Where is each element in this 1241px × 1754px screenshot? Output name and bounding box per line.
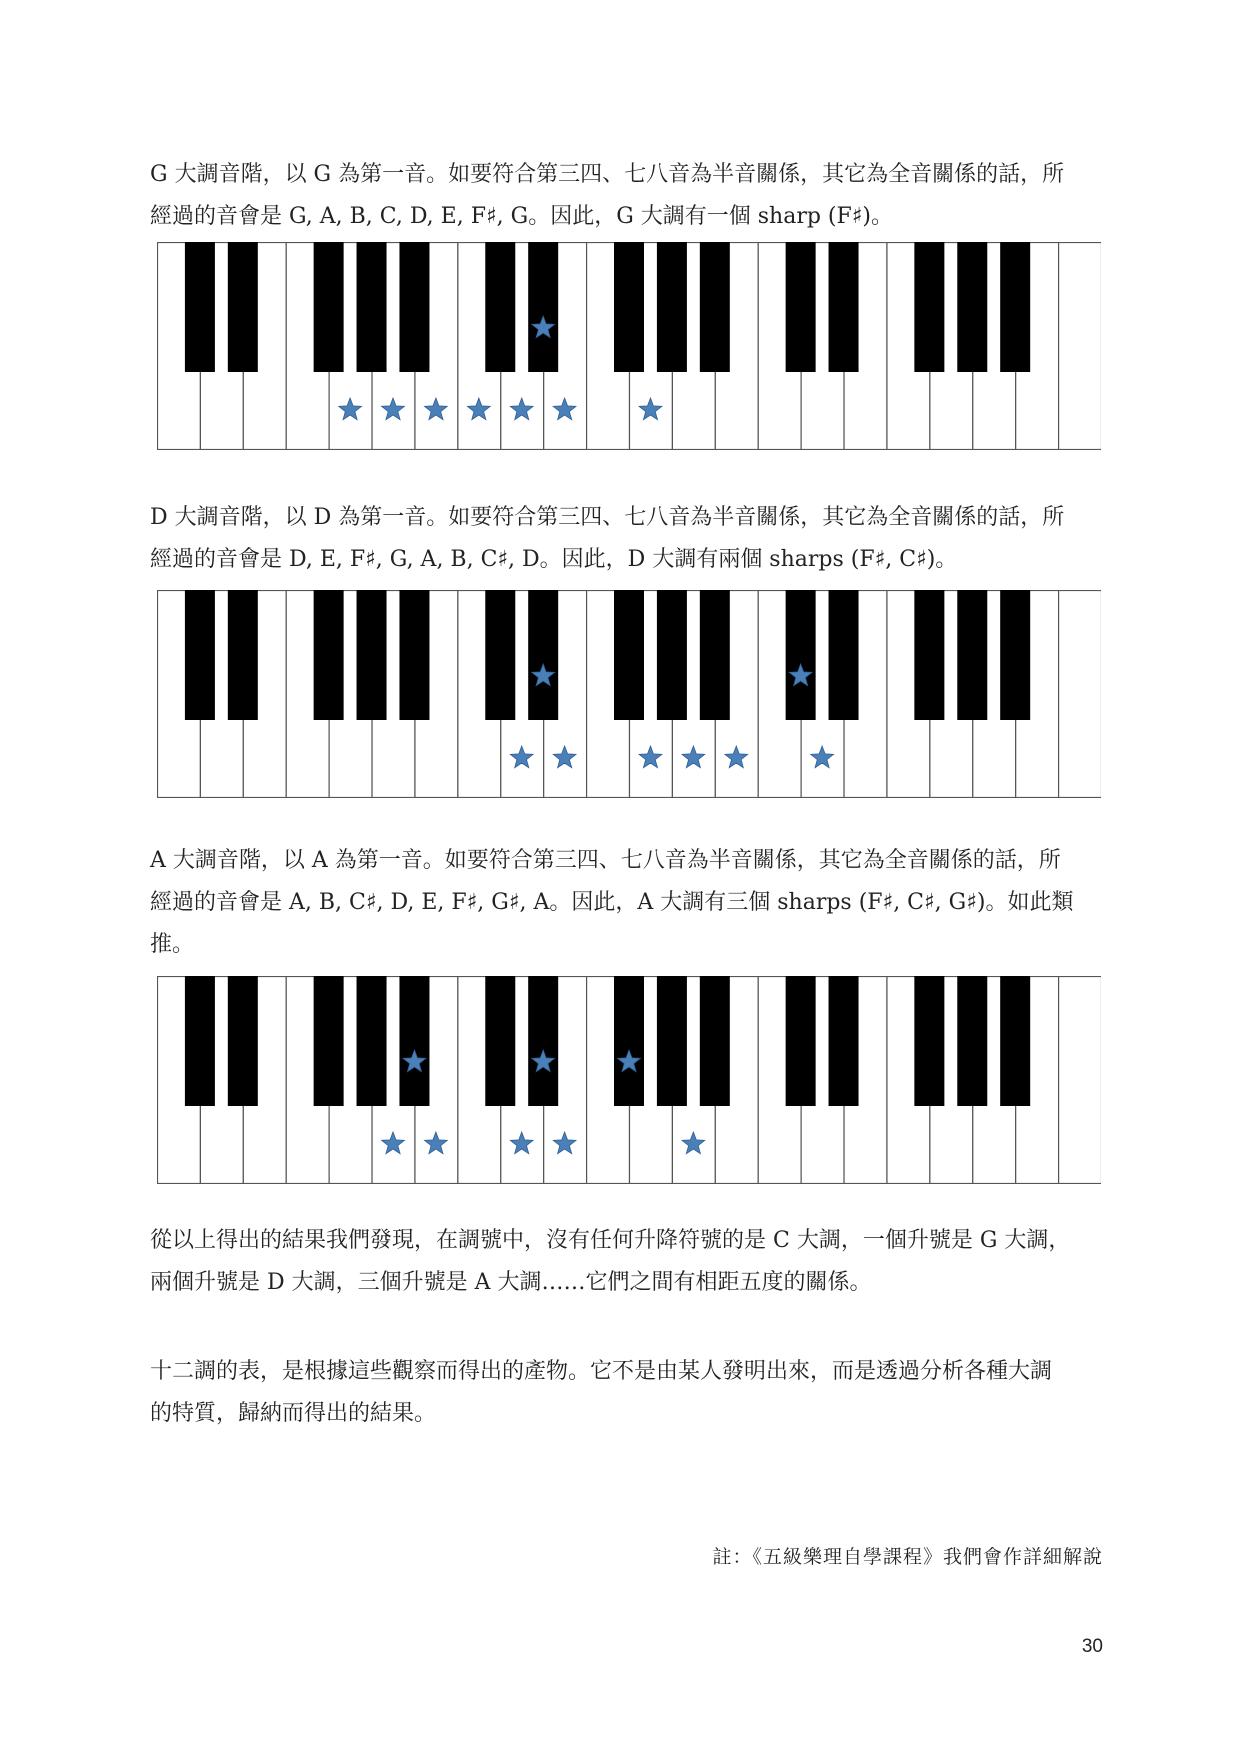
black-key <box>700 976 730 1106</box>
conclusion-line-2: 兩個升號是 D 大調，三個升號是 A 大調……它們之間有相距五度的關係。 <box>150 1270 872 1295</box>
black-key <box>957 590 987 720</box>
black-key <box>1000 242 1030 372</box>
black-key <box>485 242 515 372</box>
d-major-paragraph <box>150 497 1102 581</box>
piano-keyboard-a-major <box>157 976 1101 1184</box>
black-key <box>228 976 258 1106</box>
black-key <box>185 242 215 372</box>
conclusion-paragraph <box>150 1220 1102 1304</box>
d-major-line-1: D 大調音階，以 D 為第一音。如要符合第三四、七八音為半音關係，其它為全音關係的話，所 <box>150 505 1065 530</box>
a-major-line-3: 推。 <box>150 932 195 957</box>
black-key <box>614 242 644 372</box>
black-key <box>314 242 344 372</box>
black-key <box>829 590 859 720</box>
conclusion-line-1: 從以上得出的結果我們發現，在調號中，沒有任何升降符號的是 C 大調，一個升號是 G 大調， <box>150 1228 1071 1253</box>
black-key <box>914 976 944 1106</box>
piano-keyboard-g-major <box>157 242 1101 450</box>
black-key <box>914 590 944 720</box>
g-major-line-2: 經過的音會是 G, A, B, C, D, E, F♯, G。因此，G 大調有一個 sharp (F♯)。 <box>150 204 893 229</box>
summary-line-1: 十二調的表，是根據這些觀察而得出的產物。它不是由某人發明出來，而是透過分析各種大調 <box>150 1359 1053 1384</box>
black-key <box>786 242 816 372</box>
black-key <box>786 976 816 1106</box>
black-key <box>399 242 429 372</box>
black-key <box>1000 590 1030 720</box>
black-key <box>528 976 558 1106</box>
summary-paragraph <box>150 1351 1102 1435</box>
black-key <box>228 242 258 372</box>
black-key <box>614 590 644 720</box>
d-major-line-2: 經過的音會是 D, E, F♯, G, A, B, C♯, D。因此，D 大調有兩個 sharps (F♯, C♯)。 <box>150 547 958 572</box>
black-key <box>614 976 644 1106</box>
black-key <box>357 242 387 372</box>
black-key <box>700 242 730 372</box>
piano-keyboard-d-major <box>157 590 1101 798</box>
black-key <box>1000 976 1030 1106</box>
black-key <box>357 976 387 1106</box>
black-key <box>829 976 859 1106</box>
black-key <box>357 590 387 720</box>
footnote: 註：《五級樂理自學課程》我們會作詳細解說 <box>712 1546 1103 1568</box>
black-key <box>485 590 515 720</box>
black-key <box>914 242 944 372</box>
black-key <box>314 976 344 1106</box>
black-key <box>957 976 987 1106</box>
black-key <box>957 242 987 372</box>
white-key <box>1059 591 1101 798</box>
a-major-line-1: A 大調音階，以 A 為第一音。如要符合第三四、七八音為半音關係，其它為全音關係的話，所 <box>150 848 1061 873</box>
a-major-paragraph <box>150 840 1102 966</box>
black-key <box>657 242 687 372</box>
g-major-line-1: G 大調音階，以 G 為第一音。如要符合第三四、七八音為半音關係，其它為全音關係的話，所 <box>150 162 1065 187</box>
black-key <box>185 590 215 720</box>
g-major-paragraph <box>150 154 1102 238</box>
black-key <box>829 242 859 372</box>
white-key <box>1059 977 1101 1184</box>
black-key <box>314 590 344 720</box>
white-key <box>1059 243 1101 450</box>
black-key <box>700 590 730 720</box>
black-key <box>485 976 515 1106</box>
black-key <box>399 590 429 720</box>
page-number: 30 <box>1081 1636 1103 1657</box>
black-key <box>786 590 816 720</box>
a-major-line-2: 經過的音會是 A, B, C♯, D, E, F♯, G♯, A。因此，A 大調有三個 sharps (F♯, C♯, G♯)。如此類 <box>150 890 1074 915</box>
black-key <box>228 590 258 720</box>
black-key <box>657 590 687 720</box>
black-key <box>528 590 558 720</box>
summary-line-2: 的特質，歸納而得出的結果。 <box>150 1401 437 1426</box>
black-key <box>399 976 429 1106</box>
black-key <box>528 242 558 372</box>
black-key <box>657 976 687 1106</box>
black-key <box>185 976 215 1106</box>
